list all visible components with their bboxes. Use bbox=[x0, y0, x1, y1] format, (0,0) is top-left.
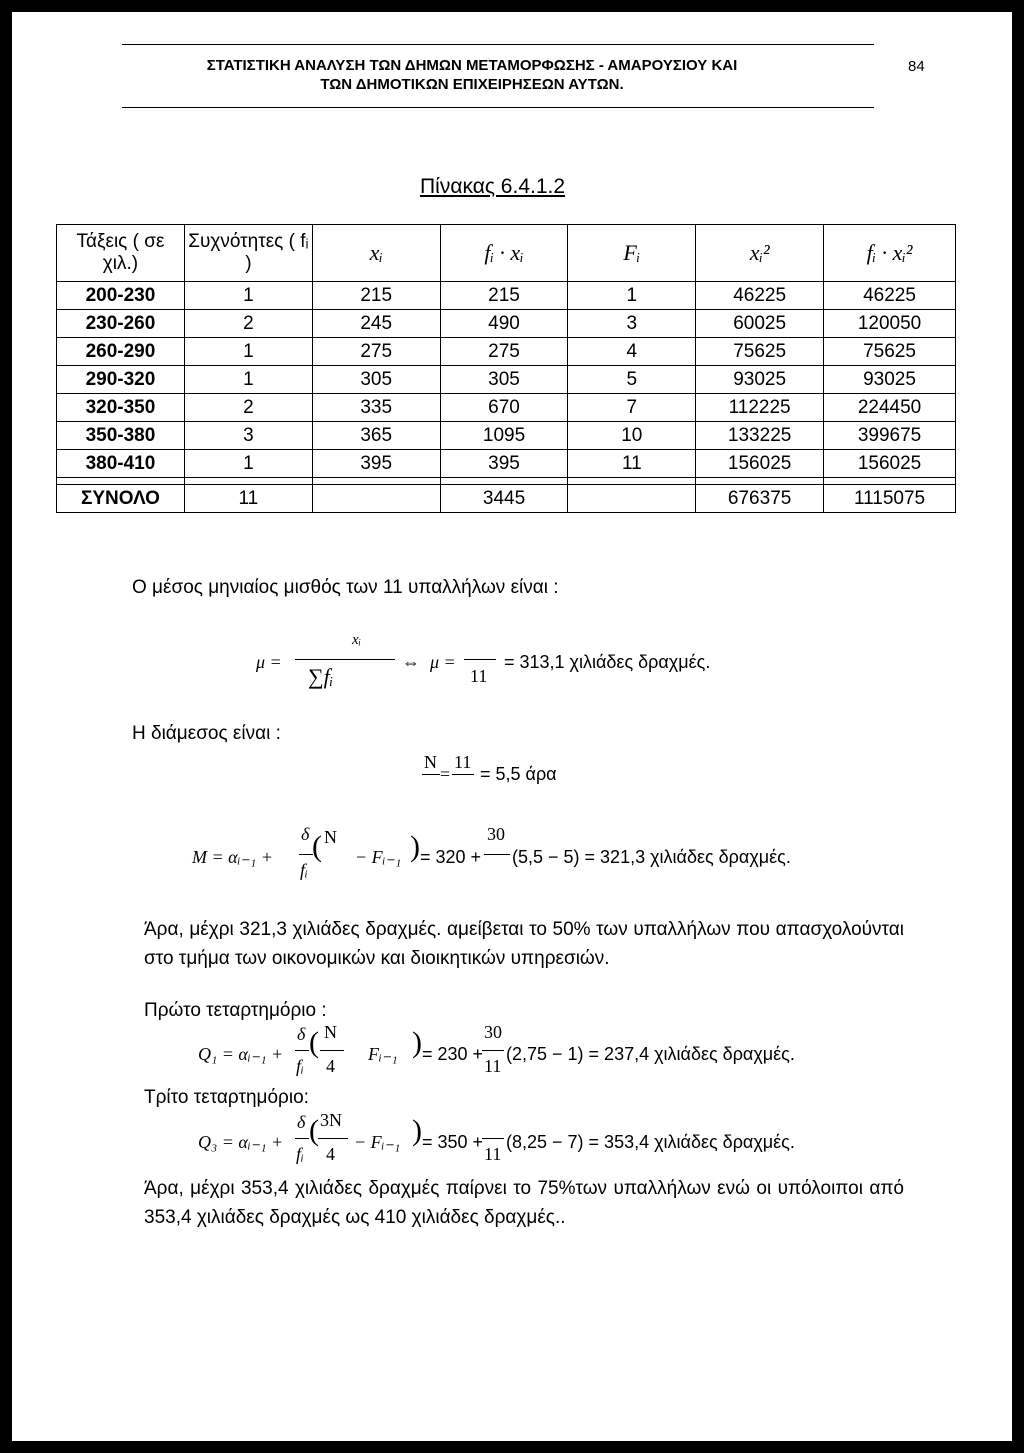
table-cell-class: 200-230 bbox=[57, 282, 185, 310]
table-gap-cell bbox=[440, 478, 568, 485]
median-formula-lhs: M = αᵢ₋₁ + bbox=[192, 847, 273, 867]
table-row bbox=[57, 394, 956, 422]
table-cell-fixi2: 120050 bbox=[824, 310, 956, 338]
quartile-interpretation: Άρα, μέχρι 353,4 χιλιάδες δραχμές παίρνει το 75%των υπαλλήλων ενώ οι υπόλοιποι από 353,4 χιλιάδες δραχμές ως 410 χιλιάδες δραχμές.. bbox=[144, 1178, 904, 1228]
document-page bbox=[12, 12, 1012, 1441]
table-cell-fixi: 305 bbox=[440, 366, 568, 394]
table-gap-cell bbox=[696, 478, 824, 485]
median-formula-end: (5,5 − 5) = 321,3 χιλιάδες δραχμές. bbox=[512, 847, 791, 867]
header-title bbox=[122, 56, 822, 94]
table-cell-frequency: 3 bbox=[184, 422, 312, 450]
table-total-row bbox=[57, 485, 956, 513]
table-cell-fixi: 670 bbox=[440, 394, 568, 422]
table-cell-xi: 365 bbox=[312, 422, 440, 450]
table-cell-fixi2: 93025 bbox=[824, 366, 956, 394]
median-bar-2 bbox=[452, 774, 474, 775]
table-cell-fixi: 215 bbox=[440, 282, 568, 310]
q3-delta: δ bbox=[297, 1112, 306, 1132]
table-cell-Fi: 10 bbox=[568, 422, 696, 450]
table-row bbox=[57, 366, 956, 394]
q1-tail: = 230 + bbox=[422, 1044, 484, 1064]
q3-3N: 3N bbox=[320, 1110, 342, 1130]
table-cell-fixi2: 75625 bbox=[824, 338, 956, 366]
frequency-table bbox=[56, 224, 956, 513]
q1-intro: Πρώτο τεταρτημόριο : bbox=[144, 1000, 327, 1021]
table-cell-fixi2: 399675 bbox=[824, 422, 956, 450]
mean-mu-symbol: μ = bbox=[256, 652, 282, 672]
q3-paren-close: ) bbox=[412, 1114, 422, 1147]
table-cell-xi: 215 bbox=[312, 282, 440, 310]
table-cell-frequency: 2 bbox=[184, 310, 312, 338]
q3-Fi: − Fᵢ₋₁ bbox=[354, 1132, 401, 1152]
table-cell-Fi: 3 bbox=[568, 310, 696, 338]
table-cell-fixi: 395 bbox=[440, 450, 568, 478]
table-gap-cell bbox=[184, 478, 312, 485]
table-cell-xi2: 112225 bbox=[696, 394, 824, 422]
header-rule-bottom bbox=[122, 107, 874, 108]
table-gap-cell bbox=[57, 478, 185, 485]
mean-denominator-11: 11 bbox=[470, 666, 488, 686]
table-cell-class: 290-320 bbox=[57, 366, 185, 394]
table-cell-Fi: 4 bbox=[568, 338, 696, 366]
mean-denominator: ∑fᵢ bbox=[308, 664, 334, 689]
table-cell-fixi: 1095 bbox=[440, 422, 568, 450]
q1-N: N bbox=[324, 1022, 337, 1042]
page-number: 84 bbox=[908, 58, 925, 75]
q3-11: 11 bbox=[484, 1144, 502, 1164]
median-intro: Η διάμεσος είναι : bbox=[132, 723, 281, 744]
table-cell-class: 380-410 bbox=[57, 450, 185, 478]
median-paren-close: ) bbox=[410, 830, 420, 863]
q1-Fi: Fᵢ₋₁ bbox=[368, 1044, 398, 1064]
header-fixi: fᵢ · xᵢ bbox=[440, 225, 568, 282]
median-interpretation: Άρα, μέχρι 321,3 χιλιάδες δραχμές. αμείβεται το 50% των υπαλλήλων που απασχολούνται στο τμήμα των οικονομικών και διοικητικών υπηρεσιών. bbox=[144, 919, 904, 969]
table-total-cell-xi bbox=[312, 485, 440, 513]
header-frequencies: Συχνότητες ( fᵢ ) bbox=[184, 225, 312, 282]
table-cell-frequency: 1 bbox=[184, 366, 312, 394]
table-row bbox=[57, 450, 956, 478]
table-cell-xi: 395 bbox=[312, 450, 440, 478]
q1-paren-open: ( bbox=[309, 1026, 319, 1059]
median-bar-1 bbox=[422, 774, 440, 775]
median-fi: fᵢ bbox=[300, 860, 308, 880]
q3-lhs: Q₃ = αᵢ₋₁ + bbox=[198, 1132, 284, 1152]
table-cell-Fi: 5 bbox=[568, 366, 696, 394]
q1-end: (2,75 − 1) = 237,4 χιλιάδες δραχμές. bbox=[506, 1044, 795, 1064]
median-30: 30 bbox=[487, 824, 505, 844]
table-header-row bbox=[57, 225, 956, 282]
table-row bbox=[57, 422, 956, 450]
table-gap-cell bbox=[568, 478, 696, 485]
table-cell-Fi: 1 bbox=[568, 282, 696, 310]
table-total-cell-fixi2: 1115075 bbox=[824, 485, 956, 513]
table-cell-Fi: 11 bbox=[568, 450, 696, 478]
table-caption: Πίνακας 6.4.1.2 bbox=[420, 175, 566, 198]
header-title-line2: ΤΩΝ ΔΗΜΟΤΙΚΩΝ ΕΠΙΧΕΙΡΗΣΕΩΝ ΑΥΤΩΝ. bbox=[320, 76, 624, 93]
header-xi2: xᵢ² bbox=[696, 225, 824, 282]
table-cell-frequency: 2 bbox=[184, 394, 312, 422]
table-cell-xi2: 156025 bbox=[696, 450, 824, 478]
table-cell-frequency: 1 bbox=[184, 338, 312, 366]
table-cell-frequency: 1 bbox=[184, 450, 312, 478]
q1-N-bar bbox=[320, 1050, 344, 1051]
table-cell-xi2: 93025 bbox=[696, 366, 824, 394]
table-cell-fixi: 275 bbox=[440, 338, 568, 366]
mean-result: = 313,1 χιλιάδες δραχμές. bbox=[504, 652, 711, 672]
table-gap-cell bbox=[824, 478, 956, 485]
q1-30: 30 bbox=[484, 1022, 502, 1042]
median-formula-tail: = 320 + bbox=[420, 847, 482, 867]
q3-delta-bar bbox=[295, 1138, 309, 1139]
equivalence-symbol: ⇔ bbox=[402, 652, 420, 672]
q3-3N-bar bbox=[318, 1138, 348, 1139]
q3-fi: fᵢ bbox=[296, 1144, 304, 1164]
q3-4: 4 bbox=[326, 1144, 335, 1164]
table-total-cell-frequency: 11 bbox=[184, 485, 312, 513]
table-row bbox=[57, 282, 956, 310]
table-cell-class: 350-380 bbox=[57, 422, 185, 450]
table-cell-xi2: 60025 bbox=[696, 310, 824, 338]
table-gap-cell bbox=[312, 478, 440, 485]
table-cell-fixi2: 156025 bbox=[824, 450, 956, 478]
header-title-line1: ΣΤΑΤΙΣΤΙΚΗ ΑΝΑΛΥΣΗ ΤΩΝ ΔΗΜΩΝ ΜΕΤΑΜΟΡΦΩΣΗΣ - ΑΜΑΡΟΥΣΙΟΥ ΚΑΙ bbox=[206, 57, 738, 74]
header-fixi2: fᵢ · xᵢ² bbox=[824, 225, 956, 282]
q1-11: 11 bbox=[484, 1056, 502, 1076]
q3-tail: = 350 + bbox=[422, 1132, 484, 1152]
median-paren-open: ( bbox=[312, 830, 322, 863]
mean-fraction-bar bbox=[295, 659, 395, 660]
table-total-cell-class: ΣΥΝΟΛΟ bbox=[57, 485, 185, 513]
table-cell-xi2: 75625 bbox=[696, 338, 824, 366]
table-gap-row bbox=[57, 478, 956, 485]
table-cell-frequency: 1 bbox=[184, 282, 312, 310]
table-cell-xi2: 46225 bbox=[696, 282, 824, 310]
mean-fraction-bar-2 bbox=[464, 659, 496, 660]
table-cell-xi: 275 bbox=[312, 338, 440, 366]
header-classes: Τάξεις ( σε χιλ.) bbox=[57, 225, 185, 282]
median-equals: = bbox=[440, 764, 451, 784]
q1-delta-bar bbox=[295, 1050, 309, 1051]
table-cell-fixi2: 224450 bbox=[824, 394, 956, 422]
table-cell-fixi2: 46225 bbox=[824, 282, 956, 310]
mean-mu-symbol-2: μ = bbox=[430, 652, 456, 672]
table-total-cell-Fi bbox=[568, 485, 696, 513]
median-Fi: − Fᵢ₋₁ bbox=[355, 847, 402, 867]
mean-intro: Ο μέσος μηνιαίος μισθός των 11 υπαλλήλων είναι : bbox=[132, 577, 559, 598]
q1-delta: δ bbox=[297, 1024, 306, 1044]
q1-30-bar bbox=[482, 1050, 504, 1051]
table-cell-class: 230-260 bbox=[57, 310, 185, 338]
table-total-cell-fixi: 3445 bbox=[440, 485, 568, 513]
table-total-cell-xi2: 676375 bbox=[696, 485, 824, 513]
median-11: 11 bbox=[454, 752, 472, 772]
q1-fi: fᵢ bbox=[296, 1056, 304, 1076]
table-cell-xi: 335 bbox=[312, 394, 440, 422]
q1-paren-close: ) bbox=[412, 1026, 422, 1059]
table-cell-xi: 305 bbox=[312, 366, 440, 394]
table-cell-xi: 245 bbox=[312, 310, 440, 338]
median-N: N bbox=[424, 752, 437, 772]
mean-numerator: xᵢ bbox=[352, 632, 362, 648]
median-delta-bar bbox=[299, 854, 313, 855]
q1-lhs: Q₁ = αᵢ₋₁ + bbox=[198, 1044, 284, 1064]
median-30-bar bbox=[484, 854, 510, 855]
q3-30-bar bbox=[482, 1138, 504, 1139]
table-cell-Fi: 7 bbox=[568, 394, 696, 422]
header-Fi: Fᵢ bbox=[568, 225, 696, 282]
table-cell-class: 320-350 bbox=[57, 394, 185, 422]
q3-paren-open: ( bbox=[309, 1114, 319, 1147]
q3-end: (8,25 − 7) = 353,4 χιλιάδες δραχμές. bbox=[506, 1132, 795, 1152]
q1-4: 4 bbox=[326, 1056, 335, 1076]
q3-intro: Τρίτο τεταρτημόριο: bbox=[144, 1087, 309, 1108]
table-cell-fixi: 490 bbox=[440, 310, 568, 338]
header-rule-top bbox=[122, 44, 874, 45]
table-row bbox=[57, 338, 956, 366]
median-N-2: N bbox=[324, 827, 337, 847]
header-xi: xᵢ bbox=[312, 225, 440, 282]
median-rest: = 5,5 άρα bbox=[480, 764, 557, 784]
table-cell-class: 260-290 bbox=[57, 338, 185, 366]
median-delta: δ bbox=[301, 824, 310, 844]
table-cell-xi2: 133225 bbox=[696, 422, 824, 450]
table-row bbox=[57, 310, 956, 338]
